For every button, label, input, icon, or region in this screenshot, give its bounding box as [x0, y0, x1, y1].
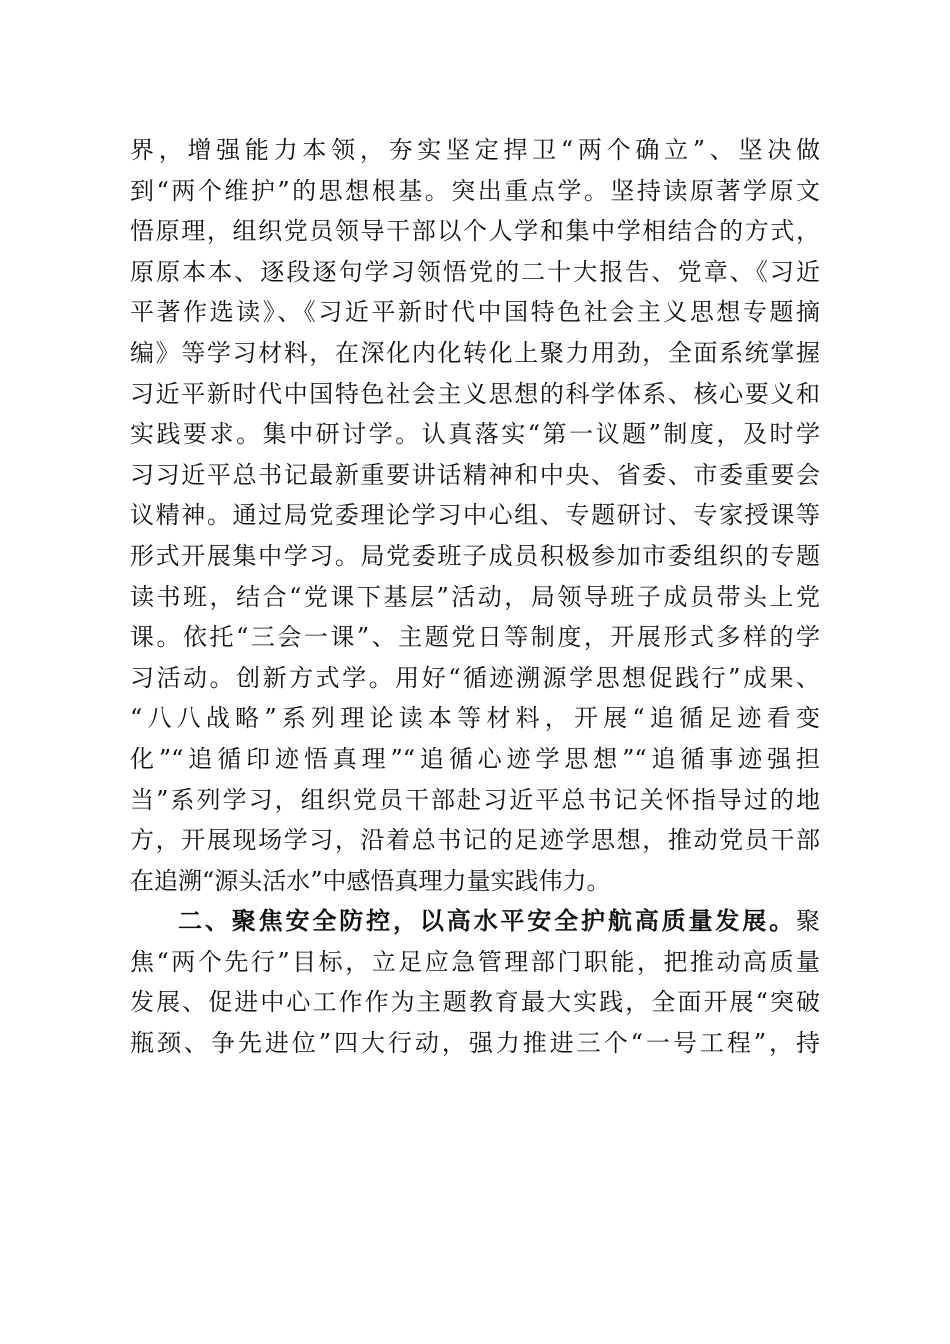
text-line: 发展、促进中心工作作为主题教育最大实践，全面开展“突破	[130, 988, 820, 1017]
text-line: 课。依托“三会一课”、主题党日等制度，开展形式多样的学	[130, 623, 820, 652]
section-heading-line	[130, 901, 820, 942]
text-line: 化”“追循印迹悟真理”“追循心迹学思想”“追循事迹强担	[130, 744, 820, 773]
text-line: 形式开展集中学习。局党委班子成员积极参加市委组织的专题	[130, 541, 820, 570]
text-line: 实践要求。集中研讨学。认真落实“第一议题”制度，及时学	[130, 420, 820, 449]
text-line: 议精神。通过局党委理论学习中心组、专题研讨、专家授课等	[130, 501, 820, 530]
text-line: “八八战略”系列理论读本等材料，开展“追循足迹看变	[130, 704, 820, 733]
text-line: 习活动。创新方式学。用好“循迹溯源学思想促践行”成果、	[130, 663, 820, 692]
text-line: 悟原理，组织党员领导干部以个人学和集中学相结合的方式，	[130, 217, 820, 246]
text-line: 读书班，结合“党课下基层”活动，局领导班子成员带头上党	[130, 582, 820, 611]
text-line: 方，开展现场学习，沿着总书记的足迹学思想，推动党员干部	[130, 826, 820, 855]
section-heading: 二、聚焦安全防控，以高水平安全护航高质量发展。	[178, 906, 796, 936]
text-line: 瓶颈、争先进位”四大行动，强力推进三个“一号工程”，持	[130, 1029, 820, 1058]
text-line: 界，增强能力本领，夯实坚定捍卫“两个确立”、坚决做	[130, 136, 820, 164]
text-line: 编》等学习材料，在深化内化转化上聚力用劲，全面系统掌握	[130, 338, 820, 367]
text-line: 习习近平总书记最新重要讲话精神和中央、省委、市委重要会	[130, 460, 820, 489]
text-line: 当”系列学习，组织党员干部赴习近平总书记关怀指导过的地	[130, 785, 820, 814]
text-line: 到“两个维护”的思想根基。突出重点学。坚持读原著学原文	[130, 176, 820, 205]
text-line: 习近平新时代中国特色社会主义思想的科学体系、核心要义和	[130, 379, 820, 408]
heading-continuation: 聚	[796, 907, 820, 936]
text-line: 原原本本、逐段逐句学习领悟党的二十大报告、党章、《习近	[130, 257, 820, 286]
text-line: 平著作选读》、《习近平新时代中国特色社会主义思想专题摘	[130, 298, 820, 327]
text-line: 焦“两个先行”目标，立足应急管理部门职能，把推动高质量	[130, 947, 820, 976]
body-text	[130, 130, 820, 1064]
text-line: 在追溯“源头活水”中感悟真理力量实践伟力。	[130, 866, 611, 895]
